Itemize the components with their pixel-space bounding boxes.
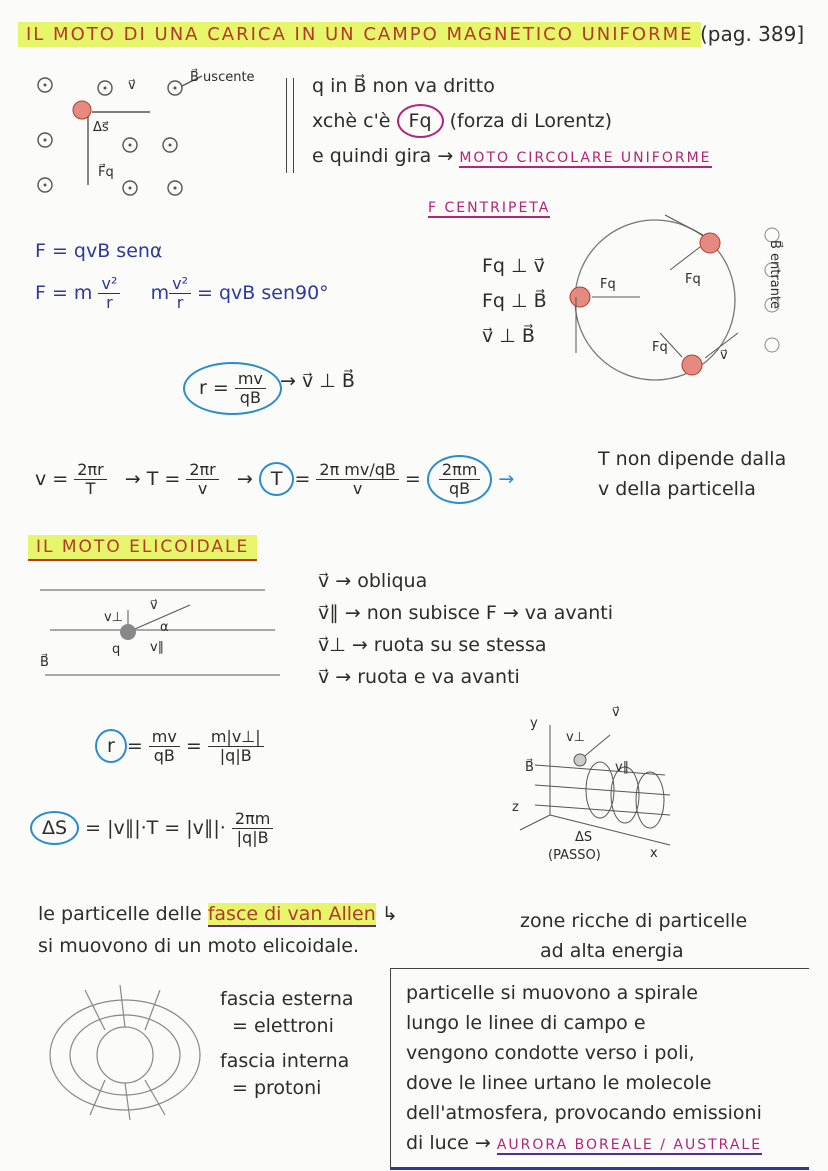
den: qB <box>239 388 261 407</box>
y-axis-label: y <box>530 716 538 731</box>
num: v² <box>98 275 120 294</box>
perp-3: v⃗ ⊥ B⃗ <box>482 325 535 347</box>
uniform-circular-motion: MOTO CIRCOLARE UNIFORME <box>459 150 712 166</box>
v-par-label: v∥ <box>150 640 165 655</box>
fq-label: Fq <box>600 277 616 292</box>
intro-line-1: q in B⃗ non va dritto <box>312 75 495 97</box>
intro-line-2a: xchè c'è <box>312 110 391 132</box>
fq-label: Fq <box>652 340 668 355</box>
lorentz-formula: F = qvB senα <box>35 240 163 262</box>
den: |q|B <box>236 828 269 847</box>
den: r <box>106 293 113 312</box>
eq: = <box>126 735 143 757</box>
box-line: lungo le linee di campo e <box>406 1012 646 1034</box>
divider <box>286 78 294 173</box>
den: r <box>176 293 184 312</box>
f-eq: F = m <box>35 282 93 304</box>
inner-belt: fascia interna <box>220 1050 350 1072</box>
num: 2π mv/qB <box>316 461 398 480</box>
r-eq: r = <box>199 377 229 399</box>
ds-label: Δs⃗ <box>93 120 109 135</box>
perp-2: Fq ⊥ B⃗ <box>482 290 547 312</box>
period-note-2: v della particella <box>598 478 756 500</box>
ds-circled: ΔS <box>30 811 79 845</box>
outer-belt: fascia esterna <box>220 988 354 1010</box>
earth-magnetosphere-drawing <box>45 985 195 1125</box>
vanallen-text: le particelle delle <box>38 903 202 925</box>
box-line: dell'atmosfera, provocando emissioni <box>406 1102 762 1124</box>
t-circled: T <box>259 462 295 496</box>
den: v <box>197 479 208 498</box>
v-label: v⃗ <box>720 348 728 363</box>
helix-list-item: v⃗ → obliqua <box>318 570 428 592</box>
zone-note-1: zone ricche di particelle <box>520 910 748 932</box>
notes-page: IL MOTO DI UNA CARICA IN UN CAMPO MAGNETICO UNIFORME (pag. 389] v⃗ B⃗ uscente Δs⃗ F⃗q q in B⃗ non va dritto xchè c'è Fq (forza di Lorentz) e quindi gira → MOTO CIRCOLARE UNIFORME F CENTRIPETA F = qvB senα F = m $\frac{\text{v²}}{r}$ m $\frac{\text{v²}}{r}$ = qvB sen90° Fq ⊥ v⃗ Fq ⊥ B⃗ v⃗ ⊥ B⃗ Fq Fq Fq v⃗ B⃗ entrante r = $\frac{mv}{qB}$ → v⃗ ⊥ B⃗ v = $\frac{2\pi r}{T}$ → T = $\frac{2\pi r}{v}$ → T = $\frac{\text{2π mv/qB}}{v}$ = $\frac{2\pi m}{qB}$ → T non dipende dalla v della particella IL MOTO ELICOIDALE v⊥ v⃗ α q v∥ B⃗ v⃗ → obliqua v⃗∥ → non subisce F → va avanti v⃗⊥ → ruota su se stessa v⃗ → ruota e va avanti r = $\frac{mv}{qB}$ = $\frac{m|v\perp|}{|q|B}$ ΔS = |v∥|·T = |v∥|· $\frac{2\pi m}{|q|B}$ y z x B⃗ v⃗ v⊥ v∥ ΔS (PASSO) le particelle delle fasce di van Allen ↳ si muovono di un moto elicoidale. zone ricche di particelle ad alta energia fascia esterna = elettroni fascia interna = protoni particelle si muovono a spirale lungo le linee di campo e vengono condotte verso i poli, dove le linee urtano le molecole dell'atmosfera, provocando emissioni di luce → AURORA BOREALE / AUSTRALE <box>0 0 828 1171</box>
b-label: B⃗ <box>525 760 534 775</box>
helix-3d-diagram <box>520 715 690 865</box>
qvb-sen90: = qvB sen90° <box>197 282 329 304</box>
v-eq: v = <box>35 468 69 490</box>
intro-line-2b: (forza di Lorentz) <box>449 110 613 132</box>
van-allen-belts: fasce di van Allen <box>207 903 376 925</box>
num: v² <box>169 275 191 294</box>
charge-in-field-diagram <box>30 70 280 200</box>
ds-label: ΔS <box>575 830 593 845</box>
v-perp-b: → v⃗ ⊥ B⃗ <box>280 370 355 392</box>
box-line: dove le linee urtano le molecole <box>406 1072 712 1094</box>
m: m <box>150 282 170 304</box>
page-title: IL MOTO DI UNA CARICA IN UN CAMPO MAGNETICO UNIFORME <box>18 22 701 47</box>
page-reference: (pag. 389] <box>700 22 805 46</box>
num: 2πm <box>439 461 480 480</box>
intro-line-3a: e quindi gira → <box>312 145 454 167</box>
box-line: particelle si muovono a spirale <box>406 982 698 1004</box>
num: mv <box>235 370 266 389</box>
v-perp-label: v⊥ <box>566 730 586 745</box>
t-eq: → T = <box>124 468 181 490</box>
b-entering-label: B⃗ entrante <box>767 240 782 310</box>
eq: = <box>294 468 311 490</box>
alpha-label: α <box>160 620 169 635</box>
perp-1: Fq ⊥ v⃗ <box>482 255 545 277</box>
inner-belt-protons: = protoni <box>232 1077 322 1099</box>
helix-list-item: v⃗⊥ → ruota su se stessa <box>318 634 547 656</box>
fq-label: F⃗q <box>98 165 114 180</box>
den: qB <box>153 746 175 765</box>
v-label: v⃗ <box>612 705 620 720</box>
helix-title: IL MOTO ELICOIDALE <box>28 535 257 561</box>
den: qB <box>449 479 471 498</box>
vanallen-text-2: si muovono di un moto elicoidale. <box>38 935 360 957</box>
num: 2πm <box>232 810 273 829</box>
circular-motion-diagram <box>560 215 800 385</box>
num: 2πr <box>186 461 218 480</box>
num: 2πr <box>74 461 106 480</box>
helix-list-item: v⃗ → ruota e va avanti <box>318 666 520 688</box>
outer-belt-electrons: = elettroni <box>232 1015 334 1037</box>
helix-list-item: v⃗∥ → non subisce F → va avanti <box>318 602 614 624</box>
num: m|v⊥| <box>208 728 264 747</box>
z-axis-label: z <box>512 800 519 815</box>
den: T <box>85 479 96 498</box>
fq-label: Fq <box>685 272 701 287</box>
q-label: q <box>112 642 121 657</box>
r-circled: r <box>95 729 127 763</box>
box-line: di luce → <box>406 1132 491 1154</box>
ds-formula: = |v∥|·T = |v∥|· <box>85 817 226 839</box>
v-label: v⃗ <box>150 598 158 613</box>
x-axis-label: x <box>650 846 658 861</box>
den: v <box>352 479 363 498</box>
aurora-label: AURORA BOREALE / AUSTRALE <box>496 1137 763 1153</box>
pitch-label: (PASSO) <box>548 848 601 863</box>
velocity-label: v⃗ <box>128 78 136 93</box>
b-label: B⃗ <box>40 655 49 670</box>
v-par-label: v∥ <box>615 760 630 775</box>
zone-note-2: ad alta energia <box>540 940 684 962</box>
positive-charge-icon <box>73 101 91 119</box>
box-line: vengono condotte verso i poli, <box>406 1042 695 1064</box>
num: mv <box>149 728 180 747</box>
period-note-1: T non dipende dalla <box>598 448 787 470</box>
den: |q|B <box>219 746 252 765</box>
b-field-label: B⃗ uscente <box>190 70 255 85</box>
centripetal-force: F CENTRIPETA <box>428 200 551 216</box>
fq-circled: Fq <box>397 104 444 138</box>
v-perp-label: v⊥ <box>104 610 124 625</box>
